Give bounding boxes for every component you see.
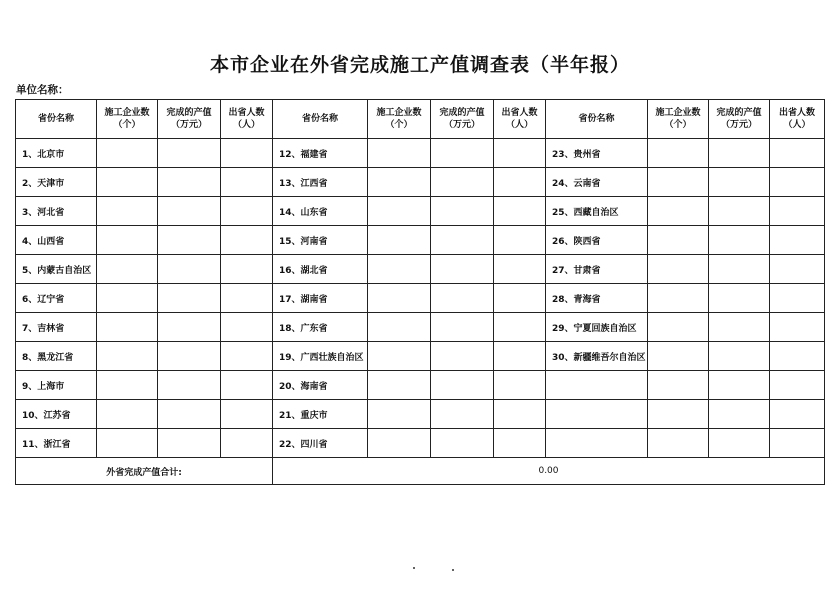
enterprises-input-cell[interactable] — [97, 313, 158, 342]
output-input-cell[interactable] — [709, 429, 770, 458]
table-row — [16, 400, 825, 429]
output-input-cell[interactable] — [709, 168, 770, 197]
people-input-cell[interactable] — [221, 342, 273, 371]
output-input-cell[interactable] — [158, 168, 221, 197]
people-input-cell[interactable] — [770, 429, 825, 458]
enterprises-input-cell[interactable] — [368, 371, 431, 400]
enterprises-input-cell[interactable] — [648, 371, 709, 400]
people-input-cell[interactable] — [770, 342, 825, 371]
province-name-cell: 14、山东省 — [273, 197, 368, 226]
people-input-cell[interactable] — [221, 371, 273, 400]
output-input-cell[interactable] — [709, 400, 770, 429]
province-name-cell: 17、湖南省 — [273, 284, 368, 313]
header-enterprises: 施工企业数 （个） — [97, 100, 158, 139]
output-input-cell[interactable] — [158, 139, 221, 168]
enterprises-input-cell[interactable] — [368, 255, 431, 284]
enterprises-input-cell[interactable] — [368, 313, 431, 342]
people-input-cell[interactable] — [494, 284, 546, 313]
enterprises-input-cell[interactable] — [97, 284, 158, 313]
header-people: 出省人数 （人） — [494, 100, 546, 139]
enterprises-input-cell[interactable] — [368, 342, 431, 371]
province-name-cell: 22、四川省 — [273, 429, 368, 458]
province-name-cell: 15、河南省 — [273, 226, 368, 255]
province-name-cell: 21、重庆市 — [273, 400, 368, 429]
table-row — [16, 255, 825, 284]
enterprises-input-cell[interactable] — [648, 313, 709, 342]
output-input-cell[interactable] — [158, 342, 221, 371]
people-input-cell[interactable] — [221, 226, 273, 255]
province-name-cell: 20、海南省 — [273, 371, 368, 400]
people-input-cell[interactable] — [770, 255, 825, 284]
header-province: 省份名称 — [16, 100, 97, 139]
province-name-cell: 19、广西壮族自治区 — [273, 342, 368, 371]
enterprises-input-cell[interactable] — [97, 139, 158, 168]
header-people: 出省人数 （人） — [221, 100, 273, 139]
enterprises-input-cell[interactable] — [97, 371, 158, 400]
province-name-cell: 12、福建省 — [273, 139, 368, 168]
enterprises-input-cell[interactable] — [368, 197, 431, 226]
province-name-cell: 13、江西省 — [273, 168, 368, 197]
survey-table — [15, 99, 825, 485]
enterprises-input-cell[interactable] — [368, 168, 431, 197]
people-input-cell[interactable] — [221, 139, 273, 168]
province-name-cell: 5、内蒙古自治区 — [16, 255, 97, 284]
province-name-cell: 7、吉林省 — [16, 313, 97, 342]
enterprises-input-cell[interactable] — [648, 168, 709, 197]
output-input-cell[interactable] — [431, 284, 494, 313]
header-province: 省份名称 — [546, 100, 648, 139]
province-name-cell — [546, 371, 648, 400]
output-input-cell[interactable] — [431, 313, 494, 342]
output-input-cell[interactable] — [158, 429, 221, 458]
output-input-cell[interactable] — [158, 255, 221, 284]
header-province: 省份名称 — [273, 100, 368, 139]
total-row — [16, 458, 825, 485]
province-name-cell: 23、贵州省 — [546, 139, 648, 168]
people-input-cell[interactable] — [494, 429, 546, 458]
output-input-cell[interactable] — [431, 342, 494, 371]
output-input-cell[interactable] — [709, 255, 770, 284]
province-name-cell — [546, 400, 648, 429]
people-input-cell[interactable] — [221, 197, 273, 226]
province-name-cell: 24、云南省 — [546, 168, 648, 197]
people-input-cell[interactable] — [221, 255, 273, 284]
people-input-cell[interactable] — [494, 371, 546, 400]
output-input-cell[interactable] — [709, 313, 770, 342]
enterprises-input-cell[interactable] — [648, 400, 709, 429]
output-input-cell[interactable] — [709, 284, 770, 313]
output-input-cell[interactable] — [709, 342, 770, 371]
people-input-cell[interactable] — [494, 197, 546, 226]
province-name-cell — [546, 429, 648, 458]
people-input-cell[interactable] — [494, 226, 546, 255]
people-input-cell[interactable] — [770, 371, 825, 400]
output-input-cell[interactable] — [431, 255, 494, 284]
people-input-cell[interactable] — [770, 197, 825, 226]
enterprises-input-cell[interactable] — [648, 139, 709, 168]
province-name-cell: 26、陕西省 — [546, 226, 648, 255]
people-input-cell[interactable] — [770, 284, 825, 313]
people-input-cell[interactable] — [770, 139, 825, 168]
people-input-cell[interactable] — [770, 313, 825, 342]
output-input-cell[interactable] — [431, 226, 494, 255]
province-name-cell: 8、黑龙江省 — [16, 342, 97, 371]
enterprises-input-cell[interactable] — [97, 255, 158, 284]
province-name-cell: 16、湖北省 — [273, 255, 368, 284]
people-input-cell[interactable] — [770, 168, 825, 197]
people-input-cell[interactable] — [494, 313, 546, 342]
people-input-cell[interactable] — [770, 400, 825, 429]
people-input-cell[interactable] — [494, 342, 546, 371]
output-input-cell[interactable] — [158, 197, 221, 226]
people-input-cell[interactable] — [221, 284, 273, 313]
enterprises-input-cell[interactable] — [368, 139, 431, 168]
enterprises-input-cell[interactable] — [648, 197, 709, 226]
table-row — [16, 168, 825, 197]
table-row — [16, 139, 825, 168]
output-input-cell[interactable] — [709, 371, 770, 400]
enterprises-input-cell[interactable] — [648, 342, 709, 371]
scan-speck — [413, 567, 415, 569]
table-row — [16, 313, 825, 342]
people-input-cell[interactable] — [221, 429, 273, 458]
output-input-cell[interactable] — [431, 197, 494, 226]
output-input-cell[interactable] — [158, 284, 221, 313]
province-name-cell: 3、河北省 — [16, 197, 97, 226]
province-name-cell: 29、宁夏回族自治区 — [546, 313, 648, 342]
enterprises-input-cell[interactable] — [648, 284, 709, 313]
output-input-cell[interactable] — [709, 226, 770, 255]
enterprises-input-cell[interactable] — [97, 342, 158, 371]
province-name-cell: 10、江苏省 — [16, 400, 97, 429]
province-name-cell: 11、浙江省 — [16, 429, 97, 458]
people-input-cell[interactable] — [221, 400, 273, 429]
output-input-cell[interactable] — [431, 371, 494, 400]
enterprises-input-cell[interactable] — [648, 429, 709, 458]
table-row — [16, 226, 825, 255]
people-input-cell[interactable] — [494, 139, 546, 168]
enterprises-input-cell[interactable] — [368, 429, 431, 458]
scan-speck — [452, 569, 454, 571]
table-row — [16, 197, 825, 226]
enterprises-input-cell[interactable] — [97, 429, 158, 458]
province-name-cell: 4、山西省 — [16, 226, 97, 255]
province-name-cell: 18、广东省 — [273, 313, 368, 342]
output-input-cell[interactable] — [431, 139, 494, 168]
enterprises-input-cell[interactable] — [648, 255, 709, 284]
table-row — [16, 371, 825, 400]
enterprises-input-cell[interactable] — [368, 284, 431, 313]
table-row — [16, 429, 825, 458]
enterprises-input-cell[interactable] — [97, 400, 158, 429]
table-row — [16, 342, 825, 371]
enterprises-input-cell[interactable] — [368, 226, 431, 255]
people-input-cell[interactable] — [221, 168, 273, 197]
output-input-cell[interactable] — [709, 197, 770, 226]
province-name-cell: 9、上海市 — [16, 371, 97, 400]
people-input-cell[interactable] — [494, 255, 546, 284]
people-input-cell[interactable] — [494, 400, 546, 429]
output-input-cell[interactable] — [158, 400, 221, 429]
output-input-cell[interactable] — [431, 168, 494, 197]
output-input-cell[interactable] — [431, 400, 494, 429]
output-input-cell[interactable] — [709, 139, 770, 168]
header-enterprises: 施工企业数 （个） — [648, 100, 709, 139]
people-input-cell[interactable] — [494, 168, 546, 197]
output-input-cell[interactable] — [158, 313, 221, 342]
total-label: 外省完成产值合计: — [16, 458, 273, 485]
province-name-cell: 25、西藏自治区 — [546, 197, 648, 226]
province-name-cell: 2、天津市 — [16, 168, 97, 197]
people-input-cell[interactable] — [770, 226, 825, 255]
header-output: 完成的产值 （万元） — [431, 100, 494, 139]
output-input-cell[interactable] — [158, 371, 221, 400]
enterprises-input-cell[interactable] — [97, 168, 158, 197]
province-name-cell: 28、青海省 — [546, 284, 648, 313]
enterprises-input-cell[interactable] — [368, 400, 431, 429]
header-output: 完成的产值 （万元） — [709, 100, 770, 139]
form-title: 本市企业在外省完成施工产值调查表（半年报） — [209, 54, 630, 76]
table-row — [16, 284, 825, 313]
header-row — [16, 100, 825, 139]
header-enterprises: 施工企业数 （个） — [368, 100, 431, 139]
enterprises-input-cell[interactable] — [97, 197, 158, 226]
header-people: 出省人数 （人） — [770, 100, 825, 139]
unit-name-label: 单位名称： — [16, 84, 69, 96]
province-name-cell: 6、辽宁省 — [16, 284, 97, 313]
people-input-cell[interactable] — [221, 313, 273, 342]
enterprises-input-cell[interactable] — [97, 226, 158, 255]
output-input-cell[interactable] — [158, 226, 221, 255]
enterprises-input-cell[interactable] — [648, 226, 709, 255]
province-name-cell: 27、甘肃省 — [546, 255, 648, 284]
total-value[interactable]: 0.00 — [273, 458, 825, 485]
output-input-cell[interactable] — [431, 429, 494, 458]
province-name-cell: 1、北京市 — [16, 139, 97, 168]
header-output: 完成的产值 （万元） — [158, 100, 221, 139]
province-name-cell: 30、新疆维吾尔自治区 — [546, 342, 648, 371]
